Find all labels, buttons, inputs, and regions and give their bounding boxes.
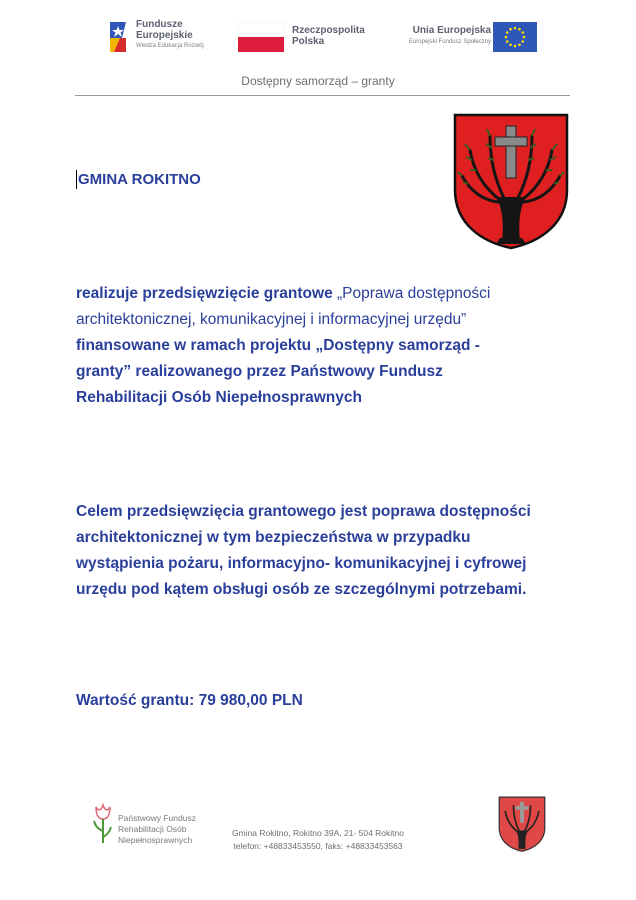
coat-of-arms	[452, 112, 570, 250]
rp-line1: Rzeczpospolita	[292, 25, 365, 36]
logo-unia-europejska	[393, 22, 538, 54]
rp-line2: Polska	[292, 35, 325, 47]
p2-line4: urzędu pod kątem obsługi osób ze szczególnymi potrzebami.	[76, 581, 527, 598]
municipality-name: GMINA ROKITNO	[78, 171, 201, 188]
header-divider	[75, 95, 570, 96]
pfron-logo-text	[118, 813, 196, 846]
text-cursor	[76, 170, 77, 189]
p1-line1b: „Poprawa dostępności	[337, 285, 491, 302]
pfron-line1: Państwowy Fundusz	[118, 813, 196, 823]
fe-line2: Europejskie	[136, 29, 193, 41]
fe-star-icon	[106, 18, 130, 56]
p1-line3: finansowane w ramach projektu „Dostępny samorząd -	[76, 337, 480, 354]
polish-flag-icon	[238, 22, 284, 52]
logo-rzeczpospolita-polska	[238, 22, 378, 54]
p1-line2: architektonicznej, komunikacyjnej i informacyjnej urzędu”	[76, 311, 467, 328]
fe-line1: Fundusze	[136, 19, 183, 30]
header-title: Dostępny samorząd – granty	[241, 74, 395, 88]
footer-address: Gmina Rokitno, Rokitno 39A, 21- 504 Rokitno	[232, 828, 404, 838]
grant-value: Wartość grantu: 79 980,00 PLN	[76, 692, 303, 709]
p1-line4: granty” realizowanego przez Państwowy Fundusz	[76, 363, 443, 380]
p2-line2: architektonicznej w tym bezpieczeństwa w przypadku	[76, 529, 471, 546]
footer-coat-of-arms	[498, 795, 546, 853]
eu-flag-icon	[493, 22, 537, 52]
pfron-line3: Niepełnosprawnych	[118, 835, 193, 845]
p2-line1: Celem przedsięwzięcia grantowego jest poprawa dostępności	[76, 503, 531, 520]
p2-line3: wystąpienia pożaru, informacyjno- komunikacyjnej i cyfrowej	[76, 555, 527, 572]
p1-line1	[76, 281, 576, 307]
ue-line2: Europejski Fundusz Społeczny	[408, 38, 491, 45]
ue-line1: Unia Europejska	[412, 25, 491, 36]
p1-line5: Rehabilitacji Osób Niepełnosprawnych	[76, 389, 362, 406]
project-goal	[76, 499, 576, 603]
footer-phone: telefon: +48833453550, faks: +48833453563	[233, 841, 403, 851]
pfron-tulip-icon	[92, 803, 114, 845]
logo-fundusze-europejskie	[106, 18, 216, 58]
pfron-line2: Rehabilitacji Osób	[118, 824, 187, 834]
p1-line1a: realizuje przedsięwzięcie grantowe	[76, 285, 338, 302]
footer-contact	[200, 827, 436, 853]
project-description	[76, 281, 576, 411]
fe-line3: Wiedza Edukacja Rozwój	[136, 43, 204, 49]
